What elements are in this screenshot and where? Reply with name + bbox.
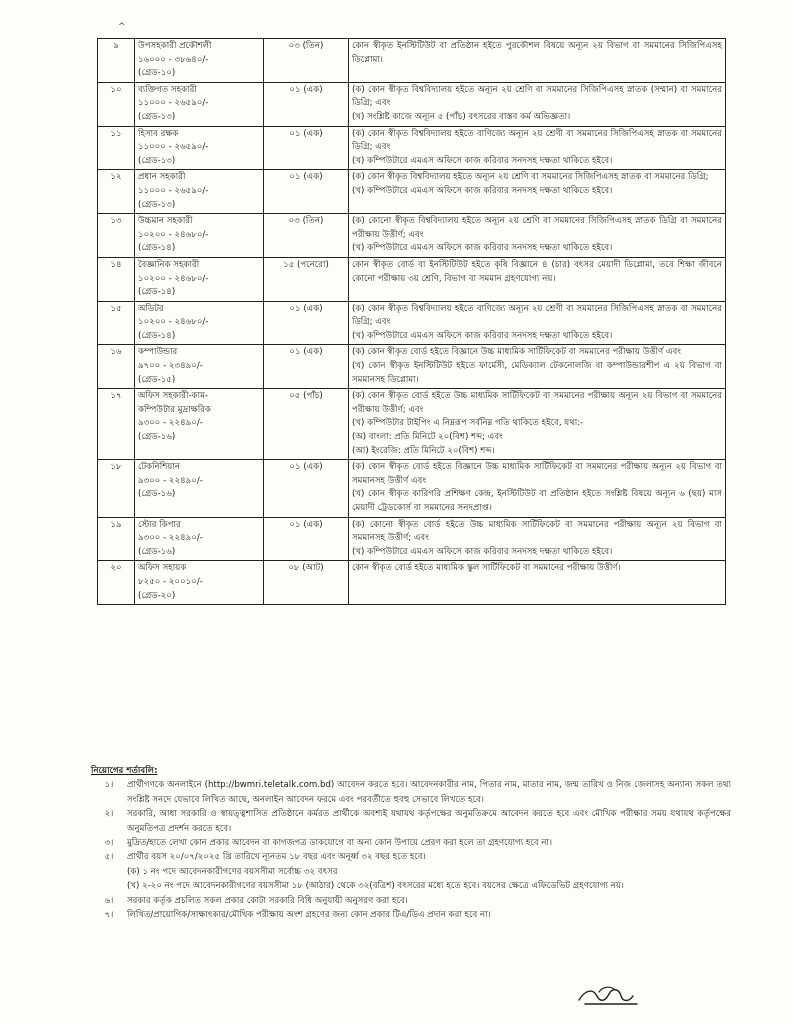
qualification-line: কোন স্বীকৃত বোর্ড হইতে মাধ্যমিক স্কুল সার্টিফিকেট বা সমমানের পরীক্ষায় উত্তীর্ণ।: [352, 563, 621, 574]
post-cell: [135, 460, 264, 517]
table-row: [98, 257, 726, 301]
serial-number: ২০: [98, 561, 135, 605]
post-line: ১১০০০ - ২৬৫৯০/-: [138, 98, 209, 109]
post-count: ০১ (এক): [264, 517, 349, 561]
post-line: ৯৩০০ - ২২৪৯০/-: [138, 533, 203, 544]
post-line: ১১০০০ - ২৬৫৯০/-: [138, 185, 209, 196]
post-count: ০৩ (তিন): [264, 214, 349, 258]
post-line: ১০২০০ - ২৪৬৮০/-: [138, 273, 209, 284]
post-line: (গ্রেড-১৬): [138, 546, 176, 557]
post-line: (গ্রেড-১৪): [138, 287, 176, 298]
qualification-cell: [349, 561, 726, 605]
serial-number: ১৯: [98, 517, 135, 561]
posts-table-body: [98, 39, 726, 605]
post-cell: [135, 170, 264, 214]
condition-text: [127, 807, 731, 836]
post-line: (গ্রেড-১৩): [138, 111, 176, 122]
post-line: স্টোর কিপার: [138, 519, 181, 530]
post-line: ৮২৫০ - ২০০১০/-: [138, 576, 203, 587]
post-line: (গ্রেড-২০): [138, 590, 176, 601]
serial-number: ১৭: [98, 389, 135, 460]
table-row: [98, 345, 726, 389]
qualification-cell: [349, 345, 726, 389]
post-line: অফিস সহকারী-কাম-: [138, 391, 208, 402]
qualification-line: (খ) কোন স্বীকৃত ইনস্টিটিউট হইতে ফার্মেসী, মেডিক্যাল টেকনোলজি বা কম্পাউন্ডারশীপ এ ২য় বিভাগ বা সমমানসহ ডিপ্লোমা।: [352, 361, 722, 385]
qualification-cell: [349, 257, 726, 301]
post-line: (গ্রেড-১৩): [138, 199, 176, 210]
condition-number: ৫।: [104, 852, 114, 863]
condition-item: [91, 894, 731, 908]
post-line: ৯৭০০ - ২৩৪৯০/-: [138, 361, 203, 372]
condition-text: [127, 850, 731, 893]
qualification-line: (ক) কোন স্বীকৃত বোর্ড হইতে বিজ্ঞানে উচ্চ মাধ্যমিক সার্টিফিকেট বা সমমানের পরীক্ষায় উত্তীর্ণ এবং: [352, 347, 681, 358]
conditions-title: নিয়োগের শর্তাবলি:: [91, 766, 158, 776]
post-line: উপসহকারী প্রকৌশলী: [138, 41, 212, 51]
table-row: [98, 170, 726, 214]
table-row: [98, 82, 726, 126]
post-count: ০১ (এক): [264, 170, 349, 214]
qualification-line: (ক) কোন স্বীকৃত বিশ্ববিদ্যালয় হইতে অন্যূন ২য় শ্রেণি বা সমমানের সিজিপিএসহ স্নাতক বা সমমানের ডিগ্রি;: [352, 172, 709, 183]
scan-mark: ^: [118, 22, 126, 32]
condition-text: [127, 836, 731, 850]
post-line: (গ্রেড-১৩): [138, 155, 176, 166]
post-line: উচ্চমান সহকারী: [138, 216, 193, 227]
condition-line: প্রার্থীগণকে অনলাইনে (http://bwmri.teletalk.com.bd) আবেদন করতে হবে। আবেদনকারীর নাম, পিতার নাম, মাতার নাম, জন্ম তারিখ ও নিজ জেলাসহ অন্যান্য সকল তথ্য সংশ্লিষ্ট সনদে যেভাবে লিখিত আছে, অনলাইন আবেদন ফরমে এবং পরবর্তীতে হুবহু সেভাবে লিখতে হবে।: [127, 780, 731, 805]
post-line: অডিটর: [138, 303, 164, 314]
condition-number: ৩।: [104, 838, 114, 849]
qualification-line: (অ) বাংলা: প্রতি মিনিটে ২০(বিশ) শব্দ; এবং: [352, 432, 503, 443]
post-cell: [135, 301, 264, 345]
serial-number: ১১: [98, 126, 135, 170]
qualification-cell: [349, 126, 726, 170]
serial-number: ১৬: [98, 345, 135, 389]
table-row: [98, 214, 726, 258]
post-line: ৯৩০০ - ২২৪৯০/-: [138, 418, 203, 429]
serial-number: ১২: [98, 170, 135, 214]
serial-number: ১০: [98, 82, 135, 126]
qualification-cell: [349, 214, 726, 258]
table-row: [98, 517, 726, 561]
condition-item: [91, 908, 731, 922]
qualification-line: (খ) কম্পিউটারে এমএস অফিসে কাজ করিবার সনদসহ দক্ষতা থাকিতে হইবে।: [352, 546, 613, 557]
post-line: ১১০০০ - ২৬৫৯০/-: [138, 142, 209, 153]
post-line: ১০২০০ - ২৪৬৮০/-: [138, 229, 209, 240]
table-row: [98, 389, 726, 460]
signature: [575, 982, 645, 1010]
post-count: ১৫ (পনেরো): [264, 257, 349, 301]
post-line: ১০২০০ - ২৪৬৮০/-: [138, 317, 209, 328]
post-cell: [135, 345, 264, 389]
condition-line: (খ) ২-২০ নং পদে আবেদনকারীগণের বয়সসীমা ১৮ (আঠার) থেকে ৩২(বত্রিশ) বৎসরের মধ্যে হতে হবে। বয়সের ক্ষেত্রে এফিডেভিট গ্রহণযোগ্য নয়।: [127, 881, 624, 892]
condition-line: সরকারি, আধা সরকারি ও স্বায়ত্ত্বশাসিত প্রতিষ্ঠানে কর্মরত প্রার্থীকে অবশ্যই যথাযথ কর্তৃপক্ষের অনুমতিক্রমে আবেদন করতে হবে এবং মৌখিক পরীক্ষার সময় যথাযথ কর্তৃপক্ষের অনুমতিপত্র প্রদর্শন করতে হবে।: [127, 809, 731, 834]
post-line: (গ্রেড-১৪): [138, 330, 176, 341]
post-line: (গ্রেড-১৬): [138, 489, 176, 500]
qualification-line: (ক) কোন স্বীকৃত বোর্ড হইতে বিজ্ঞানে উচ্চ মাধ্যমিক সার্টিফিকেট বা সমমানের পরীক্ষায় অন্যূন ২য় বিভাগ বা সমমানসহ উত্তীর্ণ এবং: [352, 462, 722, 486]
post-line: ৯৩০০ - ২২৪৯০/-: [138, 475, 203, 486]
post-line: টেকনিশিয়ান: [138, 462, 180, 473]
condition-item: [91, 836, 731, 850]
post-cell: [135, 214, 264, 258]
serial-number: ৯: [98, 39, 135, 83]
qualification-line: (খ) কম্পিউটারে এমএস অফিসে কাজ করিবার সনদসহ দক্ষতা থাকিতে হইবে।: [352, 330, 613, 341]
post-line: ১৬০০০ - ৩৮৬৪০/-: [138, 54, 209, 65]
serial-number: ১৫: [98, 301, 135, 345]
post-cell: [135, 126, 264, 170]
qualification-line: (ক) কোন স্বীকৃত বিশ্ববিদ্যালয় হইতে বাণিজ্যে অন্যূন ২য় শ্রেণী বা সমমানের সিজিপিএসহ স্নাতক বা সমমানের ডিগ্রি; এবং: [352, 128, 722, 153]
condition-number: ২।: [104, 809, 114, 820]
qualification-line: (খ) কোন স্বীকৃত কারিগরি প্রশিক্ষণ কেন্দ্র, ইনস্টিটিউট বা প্রতিষ্ঠান হইতে সংশ্লিষ্ট বিষয়ে অন্যূন ৬ (ছয়) মাস মেয়াদী ট্রেডকোর্স বা সমমানের সনদপ্রাপ্ত।: [352, 489, 722, 513]
condition-line: সরকার কর্তৃক প্রচলিত সকল প্রকার কোটা সরকারি বিধি অনুযায়ী অনুসরণ করা হবে।: [127, 895, 408, 906]
condition-item: [91, 850, 731, 893]
post-cell: [135, 257, 264, 301]
qualification-line: (ক) কোন স্বীকৃত বিশ্ববিদ্যালয় হইতে বাণিজ্যে অন্যূন ২য় শ্রেণী বা সমমানের সিজিপিএসহ স্নাতক বা সমমানের ডিগ্রি; এবং: [352, 303, 722, 328]
qualification-cell: [349, 517, 726, 561]
qualification-cell: [349, 460, 726, 517]
table-row: [98, 126, 726, 170]
qualification-cell: [349, 82, 726, 126]
qualification-line: (ক) কোন স্বীকৃত বিশ্ববিদ্যালয় হইতে অন্যূন ২য় শ্রেণি বা সমমানের সিজিপিএসহ স্নাতক (সম্মান) বা সমমানের ডিগ্রি; এবং: [352, 84, 722, 109]
serial-number: ১৪: [98, 257, 135, 301]
condition-number: ৭।: [104, 910, 114, 921]
post-count: ০১ (এক): [264, 345, 349, 389]
table-row: [98, 561, 726, 605]
condition-line: মুদ্রিত/হাতে লেখা কোন প্রকার আবেদন বা কাগজপত্র ডাকযোগে বা অন্য কোন উপায়ে প্রেরণ করা হলে তা গ্রহণযোগ্য হবে না।: [127, 838, 553, 849]
post-line: ব্যক্তিগত সহকারী: [138, 84, 197, 95]
qualification-cell: [349, 170, 726, 214]
post-cell: [135, 561, 264, 605]
post-count: ০৩ (তিন): [264, 39, 349, 83]
qualification-line: (ক) কোন স্বীকৃত বোর্ড হইতে উচ্চ মাধ্যমিক সার্টিফিকেট বা সমমানের পরীক্ষায় অন্যূন ২য় বিভাগ বা সমমানের পরীক্ষায় উত্তীর্ণ; এবং: [352, 391, 722, 415]
condition-text: [127, 778, 731, 807]
condition-text: [127, 908, 731, 922]
condition-line: (ক) ১ নং পদে আবেদনকারীগণের বয়সসীমা সর্বোচ্চ ৩২ বৎসর: [127, 866, 338, 877]
qualification-cell: [349, 39, 726, 83]
condition-text: [127, 894, 731, 908]
post-count: ০৮ (আট): [264, 561, 349, 605]
qualification-line: (খ) কম্পিউটারে এমএস অফিসে কাজ করিবার সনদসহ দক্ষতা থাকিতে হইবে।: [352, 155, 613, 166]
qualification-line: (ক) কোনো স্বীকৃত বোর্ড হইতে উচ্চ মাধ্যমিক সার্টিফিকেট বা সমমানের পরীক্ষায় অন্যূন ২য় বিভাগ বা সমমানসহ উত্তীর্ণ; এবং: [352, 519, 722, 544]
conditions-section: [91, 764, 731, 922]
post-line: (গ্রেড-১৬): [138, 432, 176, 443]
qualification-line: (খ) কম্পিউটার টাইপিং এ নিম্নরূপ সর্বনিম্ন গতি থাকিতে হইবে, যথা:-: [352, 418, 584, 429]
post-cell: [135, 517, 264, 561]
qualification-line: (আ) ইংরেজি: প্রতি মিনিটে ২০(বিশ) শব্দ।: [352, 445, 495, 456]
post-line: অফিস সহায়ক: [138, 563, 187, 574]
post-line: (গ্রেড-১৪): [138, 243, 176, 254]
table-row: [98, 460, 726, 517]
qualification-line: কোন স্বীকৃত বোর্ড বা ইনস্টিটিউট হইতে কৃষি বিজ্ঞানে ৪ (চার) বৎসর মেয়াদী ডিপ্লোমা, তবে শিক্ষা জীবনে কোনো পরীক্ষায় ৩য় শ্রেণি, বিভাগ বা সমমান গ্রহণযোগ্য নয়।: [352, 259, 722, 284]
qualification-line: (ক) কোনো স্বীকৃত বিশ্ববিদ্যালয় হইতে অন্যূন ২য় শ্রেণি বা সমমানের সিজিপিএসহ স্নাতক ডিগ্রি বা সমমানের পরীক্ষায় উত্তীর্ণ; এবং: [352, 216, 722, 240]
qualification-line: (খ) কম্পিউটারে এমএস অফিসে কাজ করিবার সনদসহ দক্ষতা থাকিতে হইবে।: [352, 243, 613, 254]
post-cell: [135, 82, 264, 126]
condition-line: প্রার্থীর বয়স ২০/০৭/২০২৫ খ্রি তারিখে ন্যূনতম ১৮ বছর এবং অনূর্ধ্ব ৩২ বছর হতে হবে।: [127, 852, 426, 863]
qualification-cell: [349, 389, 726, 460]
qualification-line: (খ) সংশ্লিষ্ট কাজে অন্যূন ৫ (পাঁচ) বৎসরের বাস্তব কর্ম অভিজ্ঞতা।: [352, 111, 571, 122]
condition-number: ৬।: [104, 895, 114, 906]
qualification-cell: [349, 301, 726, 345]
condition-number: ১।: [104, 780, 114, 791]
post-line: প্রধান সহকারী: [138, 172, 186, 183]
post-count: ০১ (এক): [264, 82, 349, 126]
post-line: হিসাব রক্ষক: [138, 128, 179, 139]
posts-table: [97, 38, 726, 605]
post-count: ০১ (এক): [264, 460, 349, 517]
post-line: (গ্রেড-১৫): [138, 374, 176, 385]
conditions-list: [91, 778, 731, 922]
serial-number: ১৮: [98, 460, 135, 517]
post-cell: [135, 389, 264, 460]
table-row: [98, 39, 726, 83]
serial-number: ১৩: [98, 214, 135, 258]
post-line: কম্পাউন্ডার: [138, 347, 178, 358]
post-line: বৈজ্ঞানিক সহকারী: [138, 259, 200, 270]
qualification-line: (খ) কম্পিউটারে এমএস অফিসে কাজ করিবার সনদসহ দক্ষতা থাকিতে হইবে।: [352, 185, 613, 196]
post-count: ০১ (এক): [264, 301, 349, 345]
condition-item: [91, 778, 731, 807]
condition-item: [91, 807, 731, 836]
post-cell: [135, 39, 264, 83]
post-count: ০১ (এক): [264, 126, 349, 170]
condition-line: লিখিত/প্রায়োগিক/সাক্ষাৎকার/মৌখিক পরীক্ষায় অংশ গ্রহণের জন্য কোন প্রকার টিএ/ডিএ প্রদান করা হবে না।: [127, 910, 491, 921]
qualification-line: কোন স্বীকৃত ইনস্টিটিউট বা প্রতিষ্ঠান হইতে পুরকৌশল বিষয়ে অন্যূন ২য় বিভাগ বা সমমানের সিজিপিএসহ ডিপ্লোমা।: [352, 41, 722, 65]
post-line: কম্পিউটার মুদ্রাক্ষরিক: [138, 404, 211, 415]
post-line: (গ্রেড-১০): [138, 68, 176, 79]
post-count: ০৫ (পাঁচ): [264, 389, 349, 460]
table-row: [98, 301, 726, 345]
